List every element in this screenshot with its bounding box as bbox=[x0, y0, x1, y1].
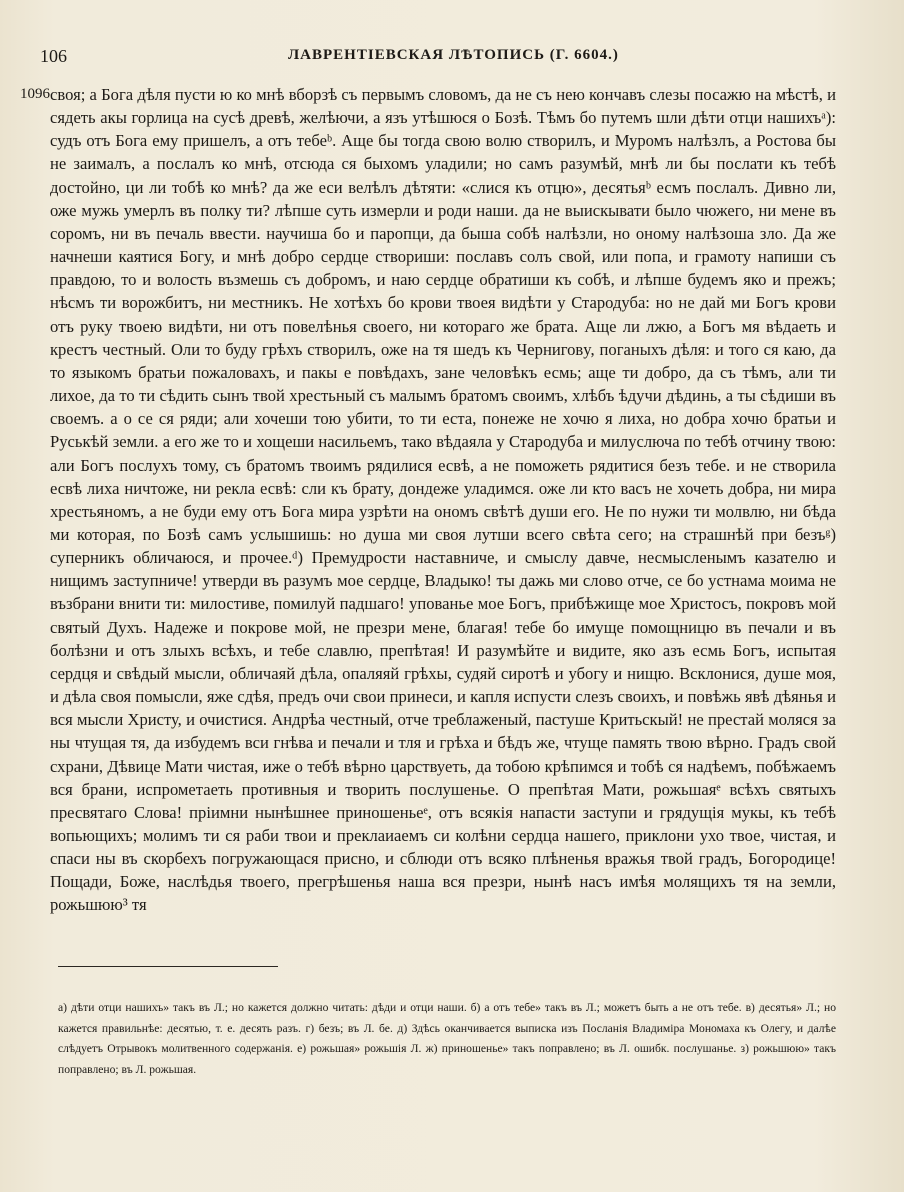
margin-year: 1096 bbox=[20, 86, 50, 102]
page-header bbox=[40, 46, 860, 76]
main-paragraph: своя; а Бога дѣля пусти ю ко мнѣ вборзѣ съ первымъ словомъ, да не съ нею кончавъ слезы посажю на мѣстѣ, и сядеть акы горлица на сусѣ древѣ, желѣючи, а язъ утѣшюся о Бозѣ. Тѣмъ бо путемъ шли дѣти отци нашихъᵃ): судъ отъ Бога ему пришелъ, а отъ тебеᵇ. Аще бы тогда свою волю створилъ, и Муромъ налѣзлъ, а Ростова бы не заималъ, а послалъ ко мнѣ, отсюда ся быхомъ уладили; но самъ разумѣй, мнѣ ли бы послати къ тебѣ достойно, ци ли тобѣ ко мнѣ? да же еси велѣлъ дѣтяти: «слися къ отцю», десятьяᵇ есмъ послалъ. Дивно ли, оже мужь умерлъ въ полку ти? лѣпше суть измерли и роди наши. да не выискывати было чюжего, ни мене въ соромъ, ни въ печаль ввести. научиша бо и паропци, да быша собѣ налѣзли, но оному налѣзоша зло. Да же начнеши каятися Богу, и мнѣ добро сердце створиши: пославъ солъ свой, или попа, и грамоту напиши съ правдою, то и волость възмешь съ добромъ, и наю сердце обратиши къ собѣ, и лѣпше будемъ яко и прежъ; нѣсмъ ти ворожбитъ, ни местникъ. Не хотѣхъ бо крови твоея видѣти у Стародуба: но не дай ми Богъ крови отъ руку твоею видѣти, ни отъ повелѣнья своего, ни которагo же брата. Аще ли лжю, а Богъ мя вѣдаеть и крестъ честный. Оли то буду грѣхъ створилъ, оже на тя шедъ къ Черниговy, поганыхъ дѣля: и того ся каю, да то языкомъ братьи пожаловахъ, и пакы е повѣдахъ, зане человѣкъ есмь; аще ти добро, да съ тѣмъ, али ти лихое, да то ти сѣдить сынъ твой хрестьный съ малымъ братомъ своимъ, хлѣбъ ѣдучи дѣдинь, а ты сѣдиши въ своемъ. а о се ся ряди; али хочеши тою убити, то ти еста, понеже не хочю я лиха, но добра хочю братьи и Руськѣй земли. а его же то и хощеши насильемъ, тако вѣдаяла у Стародуба и милуслюча по тебѣ отчину твою: али Богъ послухъ тому, съ братомъ твоимъ рядилися есвѣ, а не поможеть рядитися безъ тебе. и не створила есвѣ лиха ничтоже, ни рекла есвѣ: сли къ брату, дондеже уладимся. оже ли кто васъ не хочеть добра, ни мира хрестьяномъ, а не буди ему отъ Бога мира узрѣти на ономъ свѣтѣ души его. Не по нужи ти молвлю, ни бѣда ми которая, по Бозѣ самъ услышишь: но душа ми своя лутши всего свѣта сего; на страшнѣй при безъᵍ) суперникъ обличаюся, и прочее.ᵈ) Премудрости наставниче, и смыслу давче, несмысленымъ казателю и нищимъ заступниче! утверди въ разумъ мое сердце, Владыко! ты дажь ми слово отче, се бо устнама моима не възбрани внити ти: милостиве, помилуй падшаго! упованье мое Богъ, прибѣжище мое Христосъ, покровъ мой святый Духъ. Надеже и покрове мой, не презри мене, благая! тебе бо имуще помощницю въ печали и въ болѣзни и отъ злыхъ всѣхъ, и тебе славлю, препѣтая! И разумѣйте и видите, яко азъ есмь Богъ, испытая сердця и свѣдый мысли, обличаяй дѣла, опаляяй грѣхы, судяй сиротѣ и убогу и нищю. Всклонися, душе моя, и дѣла своя помысли, яже сдѣя, предъ очи свои принеси, и капля испусти слезъ своихъ, и повѣжь явѣ дѣянья и вся мысли Христу, и очистися. Андрѣа честный, отче треблаженый, пастуше Критьскый! не престай моляся за ны чтущая тя, да избудемъ вси гнѣва и печали и тля и грѣха и бѣдъ же, чтуще память твою вѣрно. Градъ свой схрани, Дѣвице Мати чистая, иже о тебѣ вѣрно царствуеть, да тобою крѣпимся и тобѣ ся надѣемъ, побѣжаемъ вся брани, испрометаеть противныя и творить послушенье. О препѣтая Мати, рожьшаяᵉ всѣхъ святыхъ пресвятаго Слова! прiимни нынѣшнее приношеньеᵉ, отъ всякiя напасти заступи и грядущія мукы, къ тебѣ вопьющихъ; молимъ ти ся раби твои и преклаиаемъ си колѣни сердца нашего, приклони ухо твое, чистая, и спаси ны въ скорбехъ погружающася присно, и сблюди отъ всяко плѣненья вражья твой градъ, Богородице! Пощади, Боже, наслѣдья твоего, прегрѣшенья наша вся презри, нынѣ насъ имѣя молящихъ тя на земли, рожьшюю³ тя bbox=[50, 85, 836, 915]
running-title: ЛАВРЕНТІЕВСКАЯ ЛѢТОПИСЬ (Г. 6604.) bbox=[288, 47, 619, 63]
page-number: 106 bbox=[40, 46, 67, 66]
main-text bbox=[50, 83, 836, 917]
footnotes-text: а) дѣти отци нашихъ» такъ въ Л.; но кажется должно читать: дѣди и отци наши. б) а отъ тебе» такъ въ Л.; можетъ быть а не отъ тебе. в) десятья» Л.; но кажется правильнѣе: десятью, т. е. десять разъ. г) безъ; въ Л. бе. д) Здѣсь оканчивается выписка изъ Посланія Владиміра Мономаха къ Олегу, и далѣе слѣдуетъ Отрывокъ молитвенного содержанія. е) рожьшая» рожьшія Л. ж) приношенье» такъ поправлено; въ Л. ошибк. послушанье. з) рожьшюю» такъ поправлено; въ Л. рожьшая. bbox=[58, 1001, 836, 1076]
footnote-divider bbox=[58, 966, 278, 967]
footnotes bbox=[58, 998, 836, 1080]
